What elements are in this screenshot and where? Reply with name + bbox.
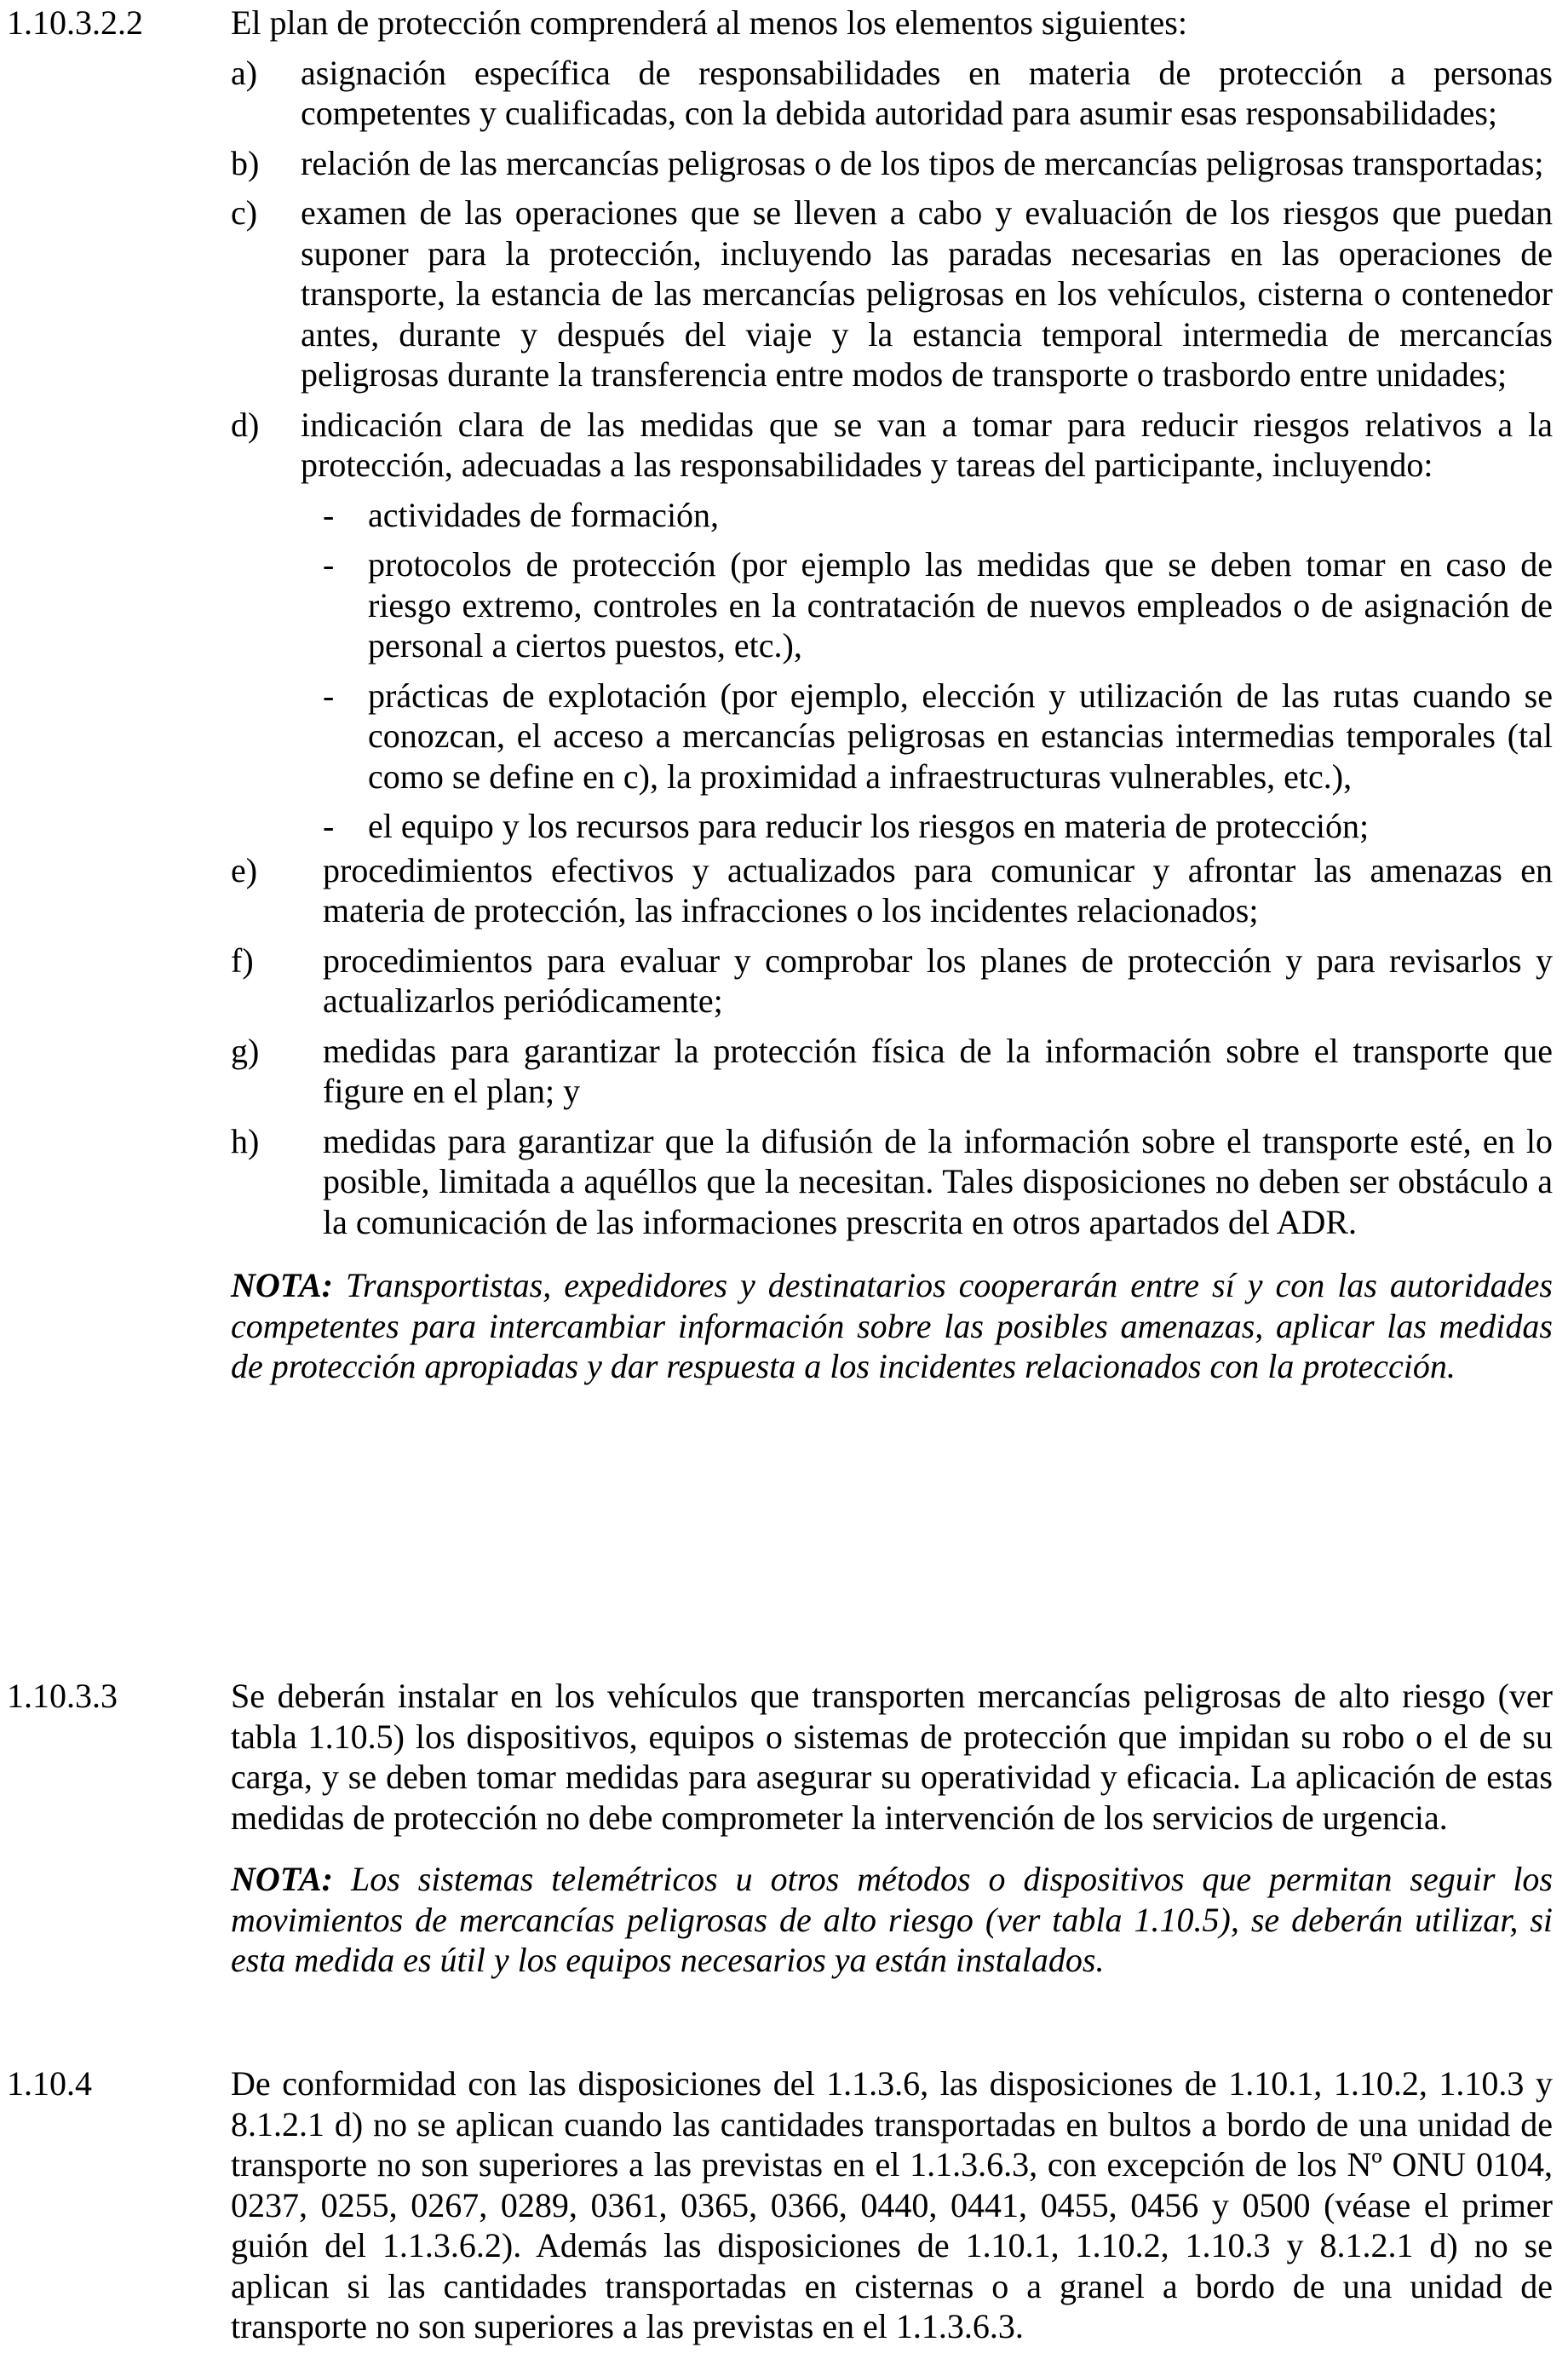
- item-text: procedimientos para evaluar y comprobar los planes de protección y para revisarlos y actualizarlos periódicamente;: [323, 941, 1553, 1020]
- section-number: 1.10.3.2.2: [7, 3, 143, 42]
- sub-item: [231, 676, 1553, 797]
- item-text: medidas para garantizar que la difusión de la información sobre el transporte esté, en lo posible, limitada a aquéllos que la necesitan. Tales disposiciones no deben ser obstáculo a la comunicación de las informaciones prescrita en otros apartados del ADR.: [323, 1121, 1553, 1241]
- sub-item: [231, 806, 1553, 847]
- item-letter: g): [231, 1031, 260, 1070]
- section-number: 1.10.3.3: [7, 1677, 118, 1715]
- dash-bullet: -: [323, 545, 335, 584]
- note-text: Los sistemas telemétricos u otros métodos o dispositivos que permitan seguir los movimientos de mercancías peligrosas de alto riesgo (ver tabla 1.10.5), se deberán utilizar, si esta medida es útil y los equipos necesarios ya están instalados.: [231, 1860, 1554, 1979]
- sub-item-text: prácticas de explotación (por ejemplo, elección y utilización de las rutas cuando se conozcan, el acceso a mercancías peligrosas en estancias intermedias temporales (tal como se define en c), la proximidad a infraestructuras vulnerables, etc.),: [368, 676, 1553, 796]
- sub-item-text: actividades de formación,: [368, 495, 720, 534]
- section-number: 1.10.4: [7, 2064, 92, 2103]
- note-paragraph: [231, 1859, 1553, 1981]
- item-text: indicación clara de las medidas que se van a tomar para reducir riesgos relativos a la protección, adecuadas a las responsabilidades y tareas del participante, incluyendo:: [301, 405, 1553, 484]
- section-content: [231, 1676, 1553, 1981]
- dash-bullet: -: [323, 495, 335, 534]
- sub-item-list: [231, 495, 1553, 847]
- item-letter: d): [231, 405, 260, 444]
- sub-item-text: el equipo y los recursos para reducir los riesgos en materia de protección;: [368, 807, 1370, 845]
- item-letter: e): [231, 850, 258, 889]
- list-item-c: [231, 193, 1553, 395]
- list-item-b: [231, 143, 1553, 184]
- sub-item: [231, 495, 1553, 536]
- note-text: Transportistas, expedidores y destinatarios cooperarán entre sí y con las autoridades competentes para intercambiar información sobre las posibles amenazas, aplicar las medidas de protección apropiadas y dar respuesta a los incidentes relacionados con la protección.: [231, 1266, 1554, 1385]
- note-paragraph: [231, 1265, 1553, 1387]
- item-text: procedimientos efectivos y actualizados para comunicar y afrontar las amenazas en materia de protección, las infracciones o los incidentes relacionados;: [323, 850, 1553, 929]
- item-letter: f): [231, 941, 254, 980]
- item-list: [231, 53, 1553, 1243]
- section-content: [231, 3, 1553, 1387]
- list-item-g: [231, 1031, 1553, 1112]
- section-content: [231, 2063, 1553, 2347]
- item-text: examen de las operaciones que se lleven a cabo y evaluación de los riesgos que puedan suponer para la protección, incluyendo las paradas necesarias en las operaciones de transporte, la estancia de las mercancías peligrosas en los vehículos, cisterna o contenedor antes, durante y después del viaje y la estancia temporal intermedia de mercancías peligrosas durante la transferencia entre modos de transporte o trasbordo entre unidades;: [301, 193, 1553, 394]
- section-body: De conformidad con las disposiciones del 1.1.3.6, las disposiciones de 1.10.1, 1.10.2, 1.10.3 y 8.1.2.1 d) no se aplican cuando las cantidades transportadas en bultos a bordo de una unidad de transporte no son superiores a las previstas en el 1.1.3.6.3, con excepción de los Nº ONU 0104, 0237, 0255, 0267, 0289, 0361, 0365, 0366, 0440, 0441, 0455, 0456 y 0500 (véase el primer guión del 1.1.3.6.2). Además las disposiciones de 1.10.1, 1.10.2, 1.10.3 y 8.1.2.1 d) no se aplican si las cantidades transportadas en cisternas o a granel a bordo de una unidad de transporte no son superiores a las previstas en el 1.1.3.6.3.: [231, 2064, 1553, 2345]
- section-intro: El plan de protección comprenderá al menos los elementos siguientes:: [231, 3, 1187, 42]
- item-letter: c): [231, 193, 258, 232]
- list-item-h: [231, 1121, 1553, 1243]
- sub-item: [231, 544, 1553, 666]
- note-label: NOTA:: [231, 1266, 333, 1304]
- item-letter: h): [231, 1121, 260, 1160]
- item-text: medidas para garantizar la protección física de la información sobre el transporte que figure en el plan; y: [323, 1031, 1553, 1110]
- list-item-e: [231, 850, 1553, 931]
- item-text: asignación específica de responsabilidades en materia de protección a personas competentes y cualificadas, con la debida autoridad para asumir esas responsabilidades;: [301, 53, 1553, 132]
- note-label: NOTA:: [231, 1860, 333, 1898]
- item-letter: b): [231, 143, 260, 182]
- sub-item-text: protocolos de protección (por ejemplo las medidas que se deben tomar en caso de riesgo extremo, controles en la contratación de nuevos empleados o de asignación de personal a ciertos puestos, etc.),: [368, 545, 1553, 665]
- list-item-d: [231, 405, 1553, 847]
- dash-bullet: -: [323, 807, 335, 845]
- item-text: relación de las mercancías peligrosas o de los tipos de mercancías peligrosas transportadas;: [301, 143, 1544, 182]
- dash-bullet: -: [323, 676, 335, 715]
- section-body: Se deberán instalar en los vehículos que transporten mercancías peligrosas de alto riesgo (ver tabla 1.10.5) los dispositivos, equipos o sistemas de protección que impidan su robo o el de su carga, y se deben tomar medidas para asegurar su operatividad y eficacia. La aplicación de estas medidas de protección no debe comprometer la intervención de los servicios de urgencia.: [231, 1677, 1553, 1837]
- item-letter: a): [231, 53, 258, 92]
- list-item-a: [231, 53, 1553, 134]
- list-item-f: [231, 941, 1553, 1021]
